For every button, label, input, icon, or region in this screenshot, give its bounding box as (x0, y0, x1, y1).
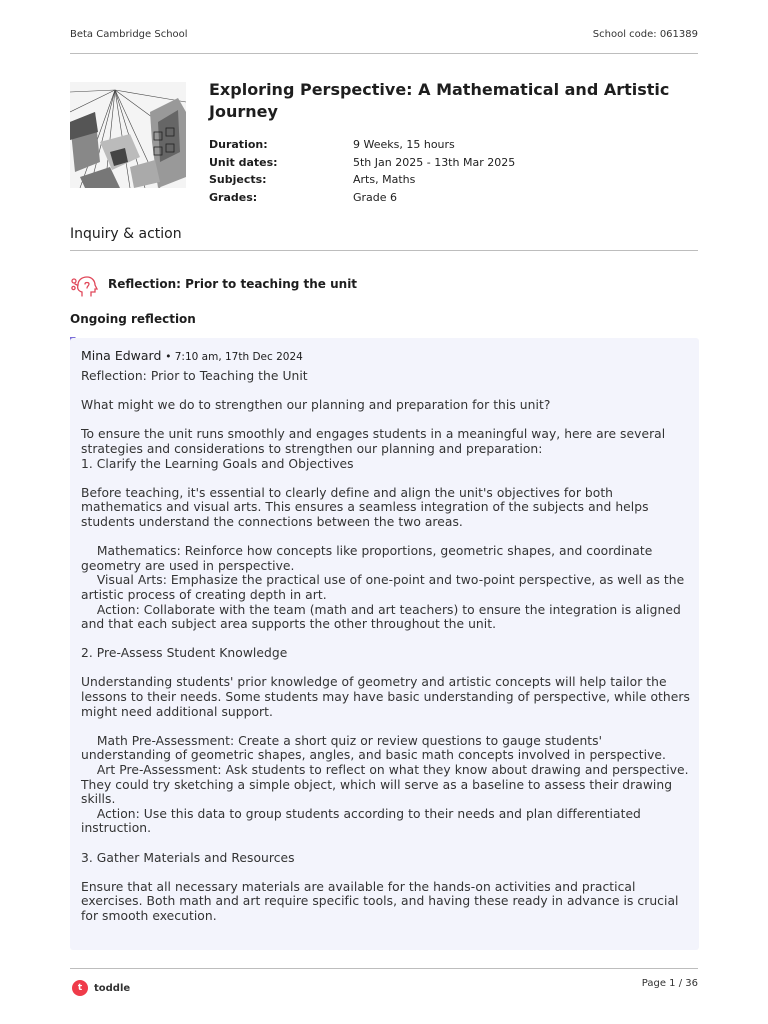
post-paragraph: 2. Pre-Assess Student Knowledge (81, 646, 288, 661)
section-divider (70, 250, 698, 251)
post-paragraph (81, 836, 691, 851)
footer-divider (70, 968, 698, 969)
post-paragraph: Art Pre-Assessment: Ask students to reflect on what they know about drawing and perspective. They could try sketching a simple object, which will serve as a baseline to assess their drawing skills. (81, 763, 693, 807)
post-paragraph (81, 384, 691, 399)
meta-label: Subjects: (209, 173, 267, 186)
brand-name: toddle (94, 982, 131, 994)
meta-value: Arts, Maths (353, 173, 416, 186)
meta-row-subjects (209, 171, 515, 189)
meta-value: 9 Weeks, 15 hours (353, 138, 455, 151)
meta-row-dates (209, 154, 515, 172)
header-divider (70, 53, 698, 54)
meta-row-duration (209, 136, 515, 154)
meta-label: Grades: (209, 190, 258, 204)
school-name: Beta Cambridge School (70, 29, 188, 40)
perspective-sketch-image (70, 82, 186, 188)
meta-label: Unit dates: (209, 155, 278, 169)
unit-meta (209, 136, 515, 206)
post-paragraph: What might we do to strengthen our planning and preparation for this unit? (81, 398, 551, 413)
post-paragraph: Understanding students' prior knowledge of geometry and artistic concepts will help tailor the lessons to their needs. Some students may have basic understanding of perspective, while others might need additional support. (81, 675, 694, 719)
post-paragraph: Ensure that all necessary materials are available for the hands-on activities and practical exercises. Both math and art require specific tools, and having these ready in advance is crucial for smooth execution. (81, 879, 683, 923)
post-paragraph: To ensure the unit runs smoothly and engages students in a meaningful way, here are several strategies and considerations to strengthen our planning and preparation: (81, 427, 670, 456)
post-paragraph: Action: Collaborate with the team (math and art teachers) to ensure the integration is aligned and that each subject area supports the other throughout the unit. (81, 602, 685, 632)
reflection-head-icon (70, 272, 98, 300)
post-paragraph (81, 661, 691, 676)
post-paragraph: Reflection: Prior to Teaching the Unit (81, 369, 308, 383)
post-paragraph: Math Pre-Assessment: Create a short quiz or review questions to gauge students' understanding of geometric shapes, angles, and basic math concepts involved in perspective. (81, 733, 667, 763)
section-title: Inquiry & action (70, 226, 182, 242)
toddle-logo-icon: t (72, 980, 88, 996)
meta-label: Duration: (209, 138, 268, 151)
reflection-card (70, 338, 699, 950)
post-paragraph: Mathematics: Reinforce how concepts like proportions, geometric shapes, and coordinate geometry are used in perspective. (81, 544, 657, 573)
post-timestamp: • 7:10 am, 17th Dec 2024 (165, 351, 303, 363)
post-body (81, 369, 694, 924)
post-paragraph: Action: Use this data to group students according to their needs and plan differentiated instruction. (81, 806, 645, 836)
post-paragraph: Visual Arts: Emphasize the practical use of one-point and two-point perspective, as well as the artistic process of creating depth in art. (81, 573, 689, 602)
brand-logo (72, 980, 130, 996)
post-paragraph: Before teaching, it's essential to clearly define and align the unit's objectives for both mathematics and visual arts. This ensures a seamless integration of the subjects and helps students understand the connections between the two areas. (81, 485, 653, 529)
post-paragraph: 1. Clarify the Learning Goals and Objectives (81, 456, 354, 471)
page-header (70, 29, 698, 40)
post-paragraph (81, 530, 691, 545)
post-paragraph (81, 719, 691, 734)
ongoing-reflection-heading: Ongoing reflection (70, 312, 196, 326)
post-author: Mina Edward (81, 348, 162, 363)
school-code: School code: 061389 (592, 29, 698, 40)
post-author-line (81, 347, 691, 366)
post-paragraph (81, 632, 691, 647)
unit-title: Exploring Perspective: A Mathematical and Artistic Journey (209, 80, 670, 121)
unit-thumbnail (70, 82, 186, 188)
reflection-title: Reflection: Prior to teaching the unit (108, 277, 358, 291)
post-paragraph (81, 413, 691, 428)
meta-value: Grade 6 (353, 190, 398, 204)
post-paragraph (81, 471, 691, 486)
post-paragraph (81, 865, 691, 880)
meta-value: 5th Jan 2025 - 13th Mar 2025 (353, 155, 516, 169)
post-paragraph: 3. Gather Materials and Resources (81, 850, 295, 865)
page-number: Page 1 / 36 (641, 978, 698, 989)
meta-row-grades (209, 189, 515, 207)
